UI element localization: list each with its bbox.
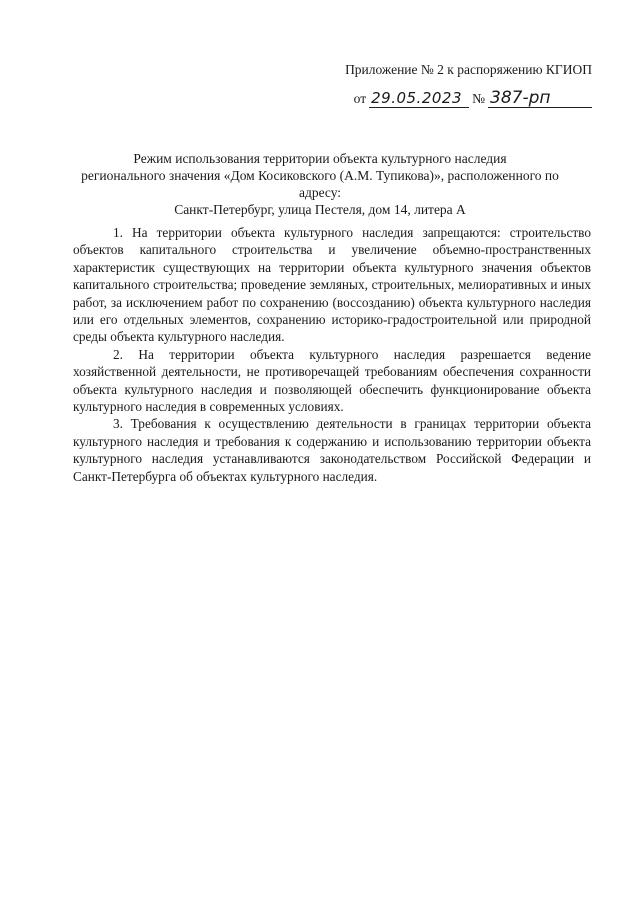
order-date: 29.05.2023 [369,89,469,108]
document-title [60,150,580,218]
paragraph-3: 3. Требования к осуществлению деятельности в границах территории объекта культурного наследия и требования к содержанию и использованию территории объекта культурного наследия устанавливаются законодательством Российской Федерации и Санкт-Петербурга об объектах культурного наследия. [73,416,591,484]
number-label: № [472,91,485,106]
from-label: от [353,91,367,106]
paragraph-1: 1. На территории объекта культурного наследия запрещаются: строительство объектов капитального строительства и увеличение объемно-пространственных характеристик существующих на территории объекта культурного значения объектов капитального строительства; проведение земляных, строительных, мелиоративных и иных работ, за исключением работ по сохранению (воссозданию) объекта культурного наследия или его отдельных элементов, сохранению историко-градостроительной или природной среды объекта культурного наследия. [73,225,591,345]
title-line-2: регионального значения «Дом Косиковского (А.М. Тупикова)», расположенного по адресу: [81,168,559,200]
paragraph-2: 2. На территории объекта культурного наследия разрешается ведение хозяйственной деятельности, не противоречащей требованиям обеспечения сохранности объекта культурного наследия и позволяющей обеспечить функционирование объекта культурного наследия в современных условиях. [73,346,591,415]
order-reference [332,82,592,108]
title-line-3: Санкт-Петербург, улица Пестеля, дом 14, литера А [174,202,466,217]
order-number: 387-рп [488,89,592,108]
document-body [73,224,591,485]
appendix-title: Приложение № 2 к распоряжению КГИОП [345,62,592,77]
appendix-header [332,58,592,108]
title-line-1: Режим использования территории объекта культурного наследия [133,151,507,166]
